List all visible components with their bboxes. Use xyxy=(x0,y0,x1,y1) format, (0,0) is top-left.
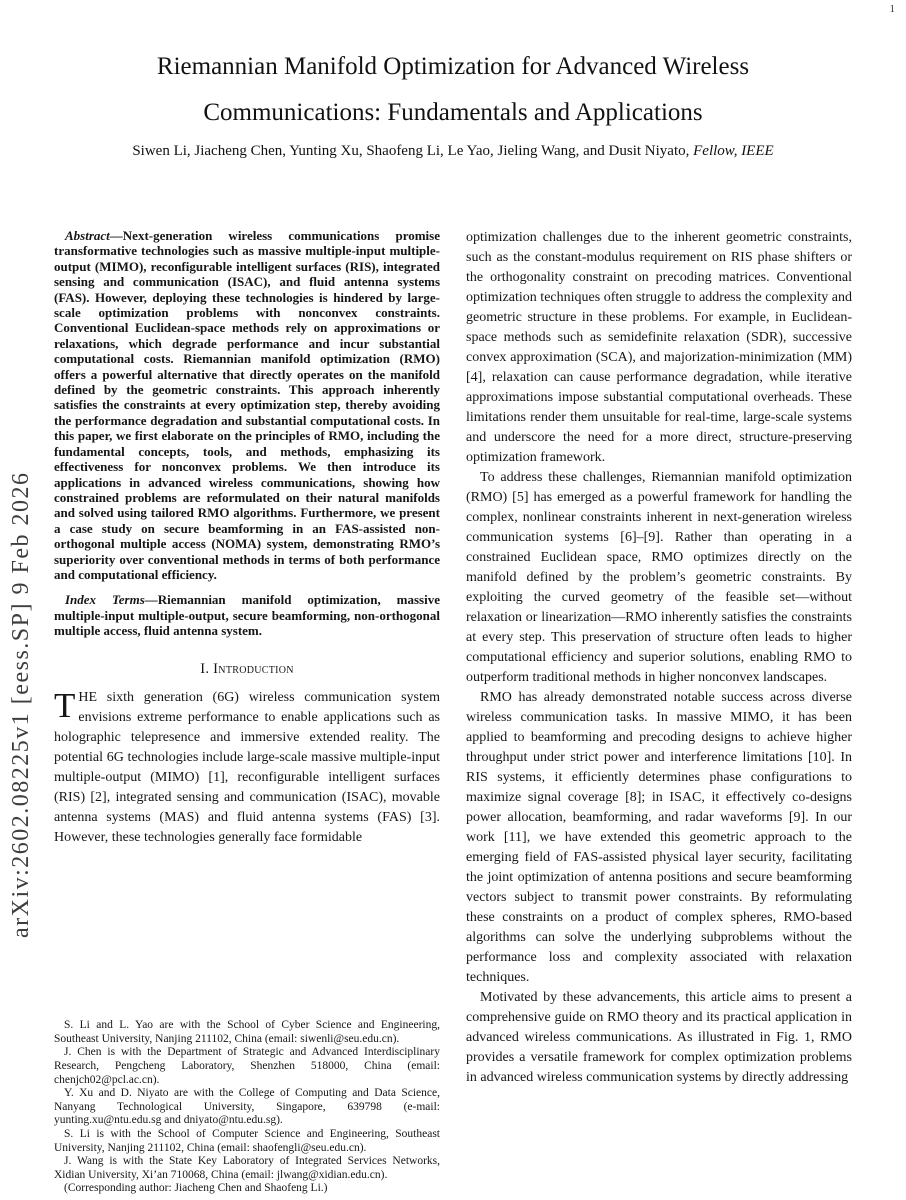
abstract-text: Next-generation wireless communications promise transformative technologies such as massive multiple-input multiple-output (MIMO), reconfigurable intelligent surfaces (RIS), integrated sensing and communication (ISAC), and fluid antenna systems (FAS). However, deploying these technologies is hindered by large-scale optimization problems with nonconvex constraints. Conventional Euclidean-space methods rely on approximations or relaxations, which degrade performance and incur substantial computational costs. Riemannian manifold optimization (RMO) offers a powerful alternative that directly operates on the manifold defined by the geometric constraints. This approach inherently satisfies the constraints at every optimization step, thereby avoiding the performance degradation and substantial computational costs. In this paper, we first elaborate on the principles of RMO, including the fundamental concepts, tools, and methods, emphasizing its effectiveness for nonconvex problems. We then introduce its applications in advanced wireless communications, showing how constrained problems are reformulated on their natural manifolds and solved using tailored RMO algorithms. Furthermore, we present a case study on secure beamforming in an FAS-assisted non-orthogonal multiple access (NOMA) system, demonstrating RMO’s superiority over conventional methods in terms of both performance and computational efficiency. xyxy=(54,228,440,582)
two-column-body xyxy=(54,228,852,1200)
authors-fellow: Fellow, IEEE xyxy=(693,143,774,159)
arxiv-stamp: arXiv:2602.08225v1 [eess.SP] 9 Feb 2026 xyxy=(8,471,34,938)
index-terms-label: Index Terms— xyxy=(65,592,158,608)
footnote-affiliation-5: J. Wang is with the State Key Laboratory of Integrated Services Networks, Xidian University, Xi’an 710068, China (email: jlwang@xidian.edu.cn). xyxy=(54,1155,440,1181)
lead-caps: HE xyxy=(78,689,98,705)
section-heading-introduction: I. Introduction xyxy=(200,660,294,677)
author-footnotes xyxy=(54,1019,440,1200)
index-terms-text: Riemannian manifold optimization, massive multiple-input multiple-output, secure beamforming, non-orthogonal multiple access, fluid antenna system. xyxy=(54,592,440,639)
authors-names: Siwen Li, Jiacheng Chen, Yunting Xu, Shaofeng Li, Le Yao, Jieling Wang, and Dusit Niyato, xyxy=(132,143,694,159)
introduction-paragraph xyxy=(54,685,440,848)
page-number: 1 xyxy=(889,3,895,15)
index-terms xyxy=(54,592,440,638)
paper-title: Riemannian Manifold Optimization for Advanced Wireless Communications: Fundamentals and Applications xyxy=(156,53,750,126)
body-paragraph: Motivated by these advancements, this article aims to present a comprehensive guide on RMO theory and its practical application in advanced wireless communications. As illustrated in Fig. 1, RMO provides a versatile framework for complex optimization problems in advanced wireless communication systems by directly addressing xyxy=(466,990,852,1085)
right-column xyxy=(466,228,852,1200)
footnote-affiliation-1: S. Li and L. Yao are with the School of Cyber Science and Engineering, Southeast University, Nanjing 211102, China (email: siwenli@seu.edu.cn). xyxy=(54,1019,440,1045)
left-column xyxy=(54,228,440,1200)
drop-cap: T xyxy=(54,685,76,725)
footnote-corresponding-author: (Corresponding author: Jiacheng Chen and Shaofeng Li.) xyxy=(64,1182,328,1195)
abstract-label: Abstract— xyxy=(65,228,123,243)
footnote-affiliation-2: J. Chen is with the Department of Strategic and Advanced Interdisciplinary Research, Pengcheng Laboratory, Shenzhen 518000, China (email: chenjch02@pcl.ac.cn). xyxy=(54,1046,440,1086)
introduction-text: sixth generation (6G) wireless communication system envisions extreme performance to enable applications such as holographic telepresence and immersive extended reality. The potential 6G technologies include large-scale massive multiple-input multiple-output (MIMO) [1], reconfigurable intelligent surfaces (RIS) [2], integrated sensing and communication (ISAC), movable antenna systems (MAS) and fluid antenna systems (FAS) [3]. However, these technologies generally face formidable xyxy=(54,689,440,845)
body-paragraph: optimization challenges due to the inherent geometric constraints, such as the constant-modulus requirement on RIS phase shifters or the orthogonality constraint on precoding matrices. Conventional optimization techniques often struggle to address the complexity and geometric structure in these problems. For example, in Euclidean-space methods such as semidefinite relaxation (SDR), successive convex approximation (SCA), and majorization-minimization (MM) [4], relaxation can cause performance degradation, while iterative approximations impose substantial computational overheads. These limitations render them unsuitable for real-time, large-scale systems and underscore the need for a more direct, structure-preserving optimization framework. xyxy=(466,230,852,465)
body-paragraph: To address these challenges, Riemannian manifold optimization (RMO) [5] has emerged as a powerful framework for handling the complex, nonlinear constraints inherent in next-generation wireless communication systems [6]–[9]. Rather than operating in a constrained Euclidean space, RMO optimizes directly on the manifold defined by the problem’s geometric constraints. By exploiting the curved geometry of the feasible set—without relaxation or linearization—RMO inherently satisfies the constraints at every step. This preservation of structure often leads to higher computational efficiency and superior solutions, enabling RMO to outperform traditional methods in higher nonconvex landscapes. xyxy=(466,470,852,685)
author-line xyxy=(40,143,866,160)
abstract xyxy=(54,228,440,582)
body-paragraph: RMO has already demonstrated notable success across diverse wireless communication tasks. In massive MIMO, it has been applied to beamforming and precoding designs to achieve higher throughput under strict power and interference limitations [10]. In RIS systems, it efficiently determines phase configurations to maximize signal coverage [8]; in ISAC, it effectively co-designs power allocation, beamforming, and radar waveforms [9]. In our work [11], we have extended this geometric approach to the emerging field of FAS-assisted physical layer security, facilitating the joint optimization of antenna positions and secure beamforming vectors subject to transmit power constraints. By reformulating these constraints on a product of complex spheres, RMO-based algorithms can solve the underlying subproblems without the performance loss and complexity associated with relaxation techniques. xyxy=(466,690,852,985)
footnote-affiliation-4: S. Li is with the School of Computer Science and Engineering, Southeast University, Nanjing 211102, China (email: shaofengli@seu.edu.cn). xyxy=(54,1128,440,1154)
footnote-affiliation-3: Y. Xu and D. Niyato are with the College of Computing and Data Science, Nanyang Technological University, Singapore, 639798 (e-mail: yunting.xu@ntu.edu.sg and dniyato@ntu.edu.sg). xyxy=(54,1087,440,1127)
